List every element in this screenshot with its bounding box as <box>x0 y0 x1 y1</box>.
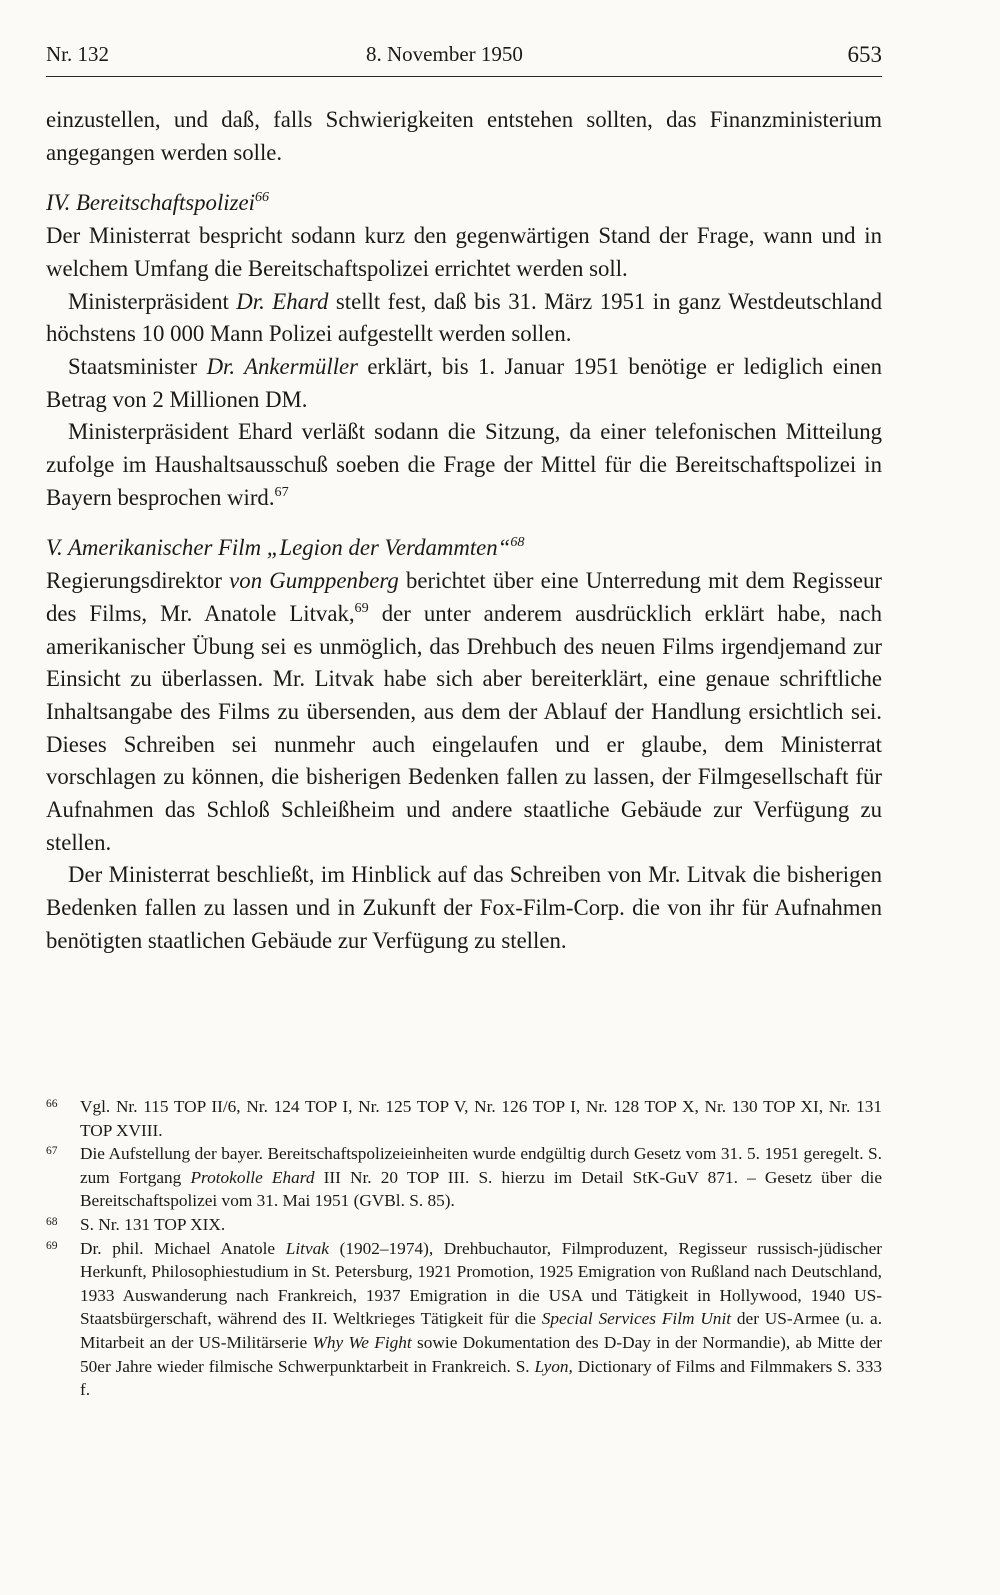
footnote-number: 67 <box>46 1145 58 1158</box>
paragraph: Ministerpräsident Dr. Ehard stellt fest, daß bis 31. März 1951 in ganz Westdeutschland höchstens 10 000 Mann Polizei aufgestellt werden sollen. <box>46 288 882 347</box>
header-date: 8. November 1950 <box>366 42 523 66</box>
document-number: Nr. 132 <box>46 42 109 66</box>
footnote-68: 68 S. Nr. 131 TOP XIX. <box>46 1213 882 1237</box>
footnote-number: 68 <box>46 1215 58 1228</box>
paragraph: Der Ministerrat bespricht sodann kurz den gegenwärtigen Stand der Frage, wann und in welchem Umfang die Bereitschaftspolizei errichtet werden soll. <box>46 223 882 281</box>
footnote-67: 67 Die Aufstellung der bayer. Bereitschaftspolizeieinheiten wurde endgültig durch Gesetz vom 31. 5. 1951 geregelt. S. zum Fortgang Protokolle Ehard III Nr. 20 TOP III. S. hierzu im Detail StK-GuV 871. – Gesetz über die Bereitschaftspolizei vom 31. Mai 1951 (GVBl. S. 85). <box>46 1142 882 1213</box>
section-heading-v: V. Amerikanischer Film „Legion der Verdammten“$^{68}$ <box>46 534 525 561</box>
person-name: von Gumppenberg <box>229 568 399 594</box>
footnote-66: 66 Vgl. Nr. 115 TOP II/6, Nr. 124 TOP I, Nr. 125 TOP V, Nr. 126 TOP I, Nr. 128 TOP X, Nr. 130 TOP XI, Nr. 131 TOP XVIII. <box>46 1095 882 1142</box>
footnote-ref-67[interactable]: 67 <box>274 483 289 500</box>
body-text <box>46 104 882 958</box>
page-number: 653 <box>847 42 882 67</box>
paragraph: Staatsminister Dr. Ankermüller erklärt, bis 1. Januar 1951 benötige er lediglich einen Betrag von 2 Millionen DM. <box>46 353 882 412</box>
footnote-69: 69 Dr. phil. Michael Anatole Litvak (1902–1974), Drehbuchautor, Filmproduzent, Regisseur russisch-jüdischer Herkunft, Philosophiestudium in St. Petersburg, 1921 Promotion, 1925 Emigration von Rußland nach Deutschland, 1933 Auswanderung nach Frankreich, 1937 Emigration in die USA und Tätigkeit in Hollywood, 1940 US-Staatsbürgerschaft, während des II. Weltkrieges Tätigkeit für die Special Services Film Unit der US-Armee (u. a. Mitarbeit an der US-Militärserie Why We Fight sowie Dokumentation des D-Day in der Normandie), ab Mitte der 50er Jahre wieder filmische Schwerpunktarbeit in Frankreich. S. Lyon, Dictionary of Films and Filmmakers S. 333 f. <box>46 1237 882 1402</box>
person-name: Ehard <box>272 288 329 314</box>
person-name: Ankermüller <box>244 353 359 379</box>
paragraph: Der Ministerrat beschließt, im Hinblick auf das Schreiben von Mr. Litvak die bisherigen Bedenken fallen zu lassen und in Zukunft der Fox-Film-Corp. die von ihr für Aufnahmen benötigten staatlichen Gebäude zur Verfügung zu stellen. <box>46 862 882 953</box>
footnote-ref-69[interactable]: 69 <box>354 599 369 616</box>
section-heading-iv: IV. Bereitschaftspolizei$^{66}$ <box>46 189 270 216</box>
footnote-ref-66[interactable]: 66 <box>254 189 270 206</box>
running-header <box>46 36 882 77</box>
footnote-number: 69 <box>46 1239 58 1252</box>
footnote-number: 66 <box>46 1098 58 1110</box>
intro-paragraph: einzustellen, und daß, falls Schwierigkeiten entstehen sollten, das Finanzministerium angegangen werden solle. <box>46 107 882 165</box>
footnotes <box>46 1095 882 1402</box>
footnote-ref-68[interactable]: 68 <box>510 534 525 551</box>
paragraph: Ministerpräsident Ehard verläßt sodann die Sitzung, da einer telefonischen Mitteilung zufolge im Haushaltsausschuß soeben die Frage der Mittel für die Bereitschaftspolizei in Bayern besprochen wird.$^{67}$ <box>46 419 882 510</box>
paragraph: Regierungsdirektor von Gumppenberg berichtet über eine Unterredung mit dem Regisseur des Films, Mr. Anatole Litvak,$^{69}$ der unter anderem ausdrücklich erklärt habe, nach amerikanischer Übung sei es unmöglich, das Drehbuch des neuen Films irgendjemand zur Einsicht zu überlassen. Mr. Litvak habe sich aber bereiterklärt, eine genaue schriftliche Inhaltsangabe des Films zu übersenden, aus dem der Ablauf der Handlung ersichtlich sei. Dieses Schreiben sei nunmehr auch eingelaufen und er glaube, dem Ministerrat vorschlagen zu können, die bisherigen Bedenken fallen zu lassen, der Filmgesellschaft für Aufnahmen das Schloß Schleißheim und andere staatliche Gebäude zur Verfügung zu stellen. <box>46 568 882 855</box>
